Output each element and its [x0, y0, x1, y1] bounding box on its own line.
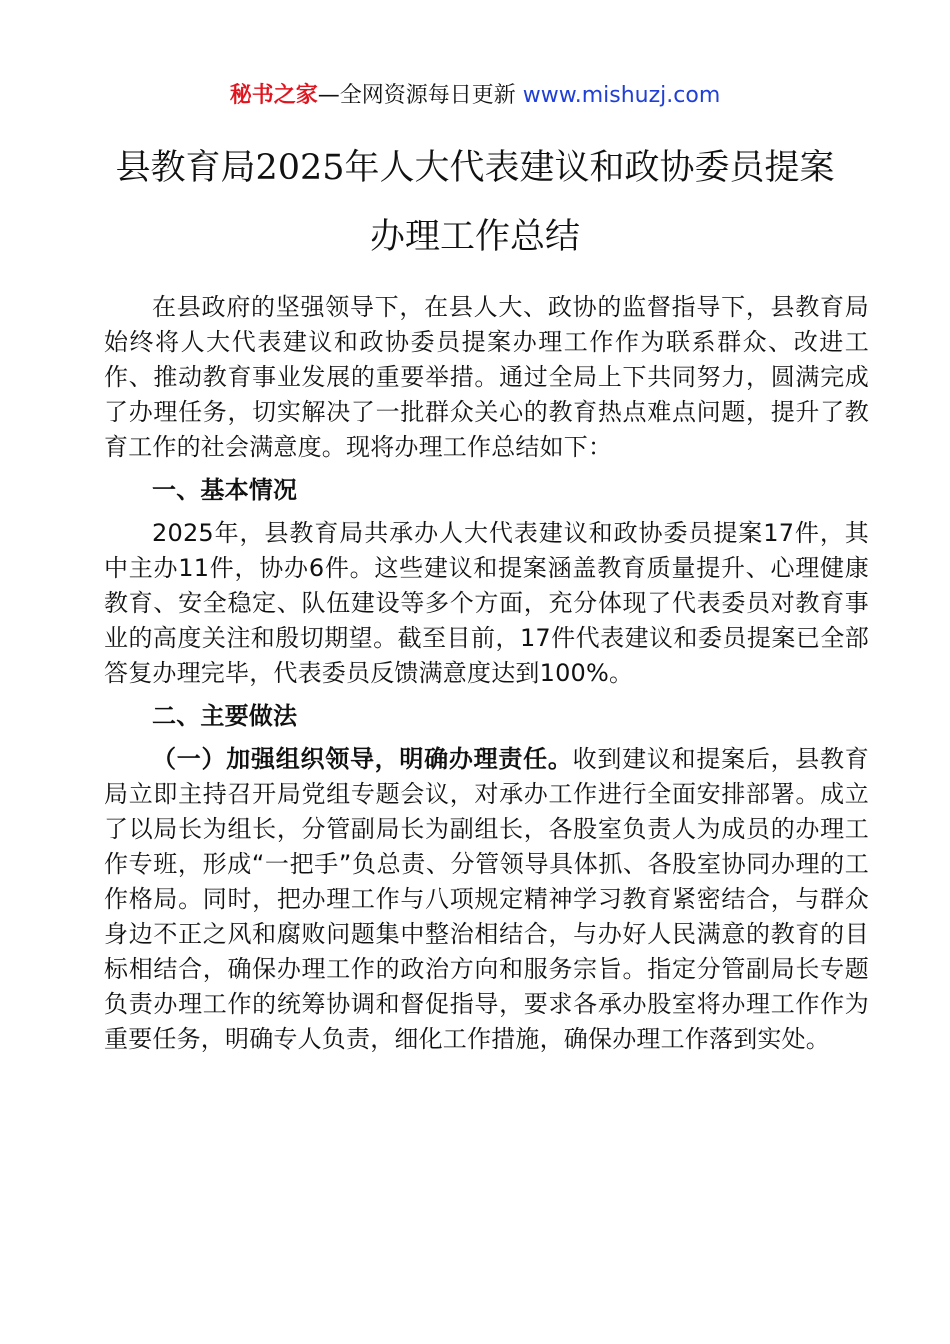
banner-url-link[interactable]: www.mishuzj.com: [522, 83, 721, 108]
section-heading-basic: 一、基本情况: [152, 476, 298, 504]
document-title-line-2: 办理工作总结: [369, 217, 580, 257]
banner-brand: 秘书之家: [229, 83, 318, 108]
section-heading-methods: 二、主要做法: [152, 702, 298, 730]
document-title-line-1: 县教育局2025年人大代表建议和政协委员提案: [115, 148, 835, 188]
document-body: [104, 290, 869, 1057]
basic-situation-paragraph: 2025年，县教育局共承办人大代表建议和政协委员提案17件，其中主办11件，协办6件。这些建议和提案涵盖教育质量提升、心理健康教育、安全稳定、队伍建设等多个方面，充分体现了代表委员对教育事业的高度关注和殷切期望。截至目前，17件代表建议和委员提案已全部答复办理完毕，代表委员反馈满意度达到100%。: [104, 519, 869, 687]
method-1-lead: （一）加强组织领导，明确办理责任。: [152, 745, 573, 773]
banner-tagline: —全网资源每日更新: [317, 83, 523, 108]
method-1-paragraph: [104, 742, 869, 1057]
intro-paragraph: 在县政府的坚强领导下，在县人大、政协的监督指导下，县教育局始终将人大代表建议和政协委员提案办理工作作为联系群众、改进工作、推动教育事业发展的重要举措。通过全局上下共同努力，圆满完成了办理任务，切实解决了一批群众关心的教育热点难点问题，提升了教育工作的社会满意度。现将办理工作总结如下：: [104, 293, 869, 461]
method-1-text: 收到建议和提案后，县教育局立即主持召开局党组专题会议，对承办工作进行全面安排部署。成立了以局长为组长，分管副局长为副组长，各股室负责人为成员的办理工作专班，形成“一把手”负总责、分管领导具体抓、各股室协同办理的工作格局。同时，把办理工作与八项规定精神学习教育紧密结合，与群众身边不正之风和腐败问题集中整治相结合，与办好人民满意的教育的目标相结合，确保办理工作的政治方向和服务宗旨。指定分管副局长专题负责办理工作的统筹协调和督促指导，要求各承办股室将办理工作作为重要任务，明确专人负责，细化工作措施，确保办理工作落到实处。: [104, 745, 869, 1053]
site-banner: [0, 80, 950, 112]
